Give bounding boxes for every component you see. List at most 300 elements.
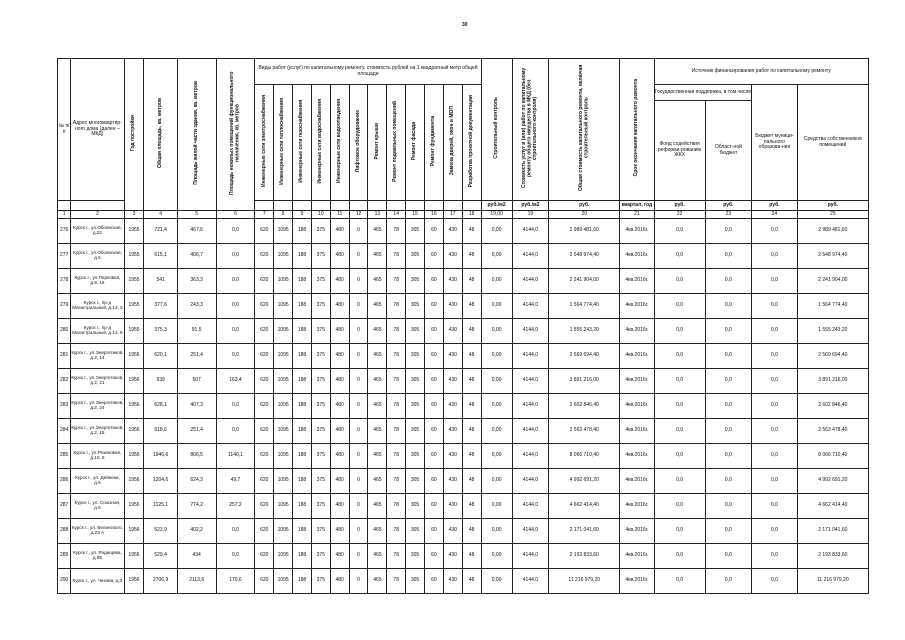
- row-cost-per-m2: 4144,0: [512, 294, 549, 319]
- row-work-cost: 0: [349, 369, 368, 394]
- row-work-cost: 375: [311, 294, 330, 319]
- row-nonliving-area: 1140,1: [216, 444, 255, 469]
- row-total-cost: 2 548 974,40: [549, 244, 620, 269]
- column-number: 12: [349, 211, 368, 219]
- row-fund-reform: 0,0: [654, 419, 705, 444]
- unit-blank-w2: [274, 201, 293, 211]
- row-work-cost: 0: [349, 569, 368, 594]
- header-work-9: Ремонт фасада: [411, 122, 418, 161]
- row-work-cost: 465: [368, 394, 387, 419]
- table-row: [58, 544, 869, 569]
- row-work-cost: 465: [368, 369, 387, 394]
- row-address: Курск г., пр-д Магистральный, д.13, 6: [71, 319, 124, 344]
- column-number: 8: [274, 211, 293, 219]
- header-work-7: Ремонт крыши: [373, 122, 380, 160]
- header-living-area-cell: [177, 59, 216, 211]
- row-work-cost: 430: [443, 344, 462, 369]
- column-number: 19,00: [481, 211, 512, 219]
- row-total-area: 2706,9: [144, 569, 177, 594]
- row-cost-per-m2: 4144,0: [512, 519, 549, 544]
- column-number: 17: [443, 211, 462, 219]
- row-work-cost: 430: [443, 544, 462, 569]
- row-municipal-budget: 0,0: [752, 344, 797, 369]
- header-work-11-cell: [443, 85, 462, 201]
- row-total-area: 375,3: [144, 319, 177, 344]
- row-number: 279: [58, 294, 71, 319]
- unit-blank-2: [71, 201, 124, 211]
- column-number: 3: [124, 211, 144, 219]
- row-construction-control: 0,00: [481, 244, 512, 269]
- row-regional-budget: 0,0: [705, 344, 752, 369]
- row-cost-per-m2: 4144,0: [512, 419, 549, 444]
- header-own-funds: Средства собственников помещений: [797, 85, 868, 201]
- row-work-cost: 78: [387, 319, 406, 344]
- column-number: 4: [144, 211, 177, 219]
- row-work-cost: 430: [443, 569, 462, 594]
- row-work-cost: 48: [462, 569, 481, 594]
- row-construction-control: 0,00: [481, 344, 512, 369]
- row-deadline: 4кв.2016г.: [620, 244, 654, 269]
- row-work-cost: 430: [443, 244, 462, 269]
- row-fund-reform: 0,0: [654, 394, 705, 419]
- unit-municipal-budget: руб.: [752, 201, 797, 211]
- row-work-cost: 430: [443, 219, 462, 244]
- row-own-funds: 2 563 478,40: [797, 419, 868, 444]
- row-year: 1956: [124, 569, 144, 594]
- row-work-cost: 78: [387, 269, 406, 294]
- row-total-cost: 2 171 041,60: [549, 519, 620, 544]
- row-work-cost: 48: [462, 244, 481, 269]
- header-work-11: Замена дверей, окон в МОП: [448, 106, 455, 176]
- row-number: 282: [58, 369, 71, 394]
- row-work-cost: 60: [424, 394, 443, 419]
- column-number: 10: [311, 211, 330, 219]
- row-address: Курск г., ул. Белинского, д.23 А: [71, 519, 124, 544]
- header-work-9-cell: [406, 85, 425, 201]
- row-work-cost: 620: [255, 344, 274, 369]
- row-work-cost: 60: [424, 469, 443, 494]
- row-work-cost: 305: [406, 444, 425, 469]
- header-fund-reform: Фонд содействия реформи-рованию ЖКХ: [654, 101, 705, 201]
- header-work-7-cell: [368, 85, 387, 201]
- row-nonliving-area: 0,0: [216, 544, 255, 569]
- row-own-funds: 2 193 833,60: [797, 544, 868, 569]
- row-work-cost: 48: [462, 394, 481, 419]
- row-municipal-budget: 0,0: [752, 294, 797, 319]
- row-work-cost: 430: [443, 394, 462, 419]
- row-total-area: 620,1: [144, 344, 177, 369]
- row-work-cost: 480: [330, 394, 349, 419]
- row-fund-reform: 0,0: [654, 494, 705, 519]
- column-number: 7: [255, 211, 274, 219]
- row-total-cost: 4 992 691,20: [549, 469, 620, 494]
- row-number: 277: [58, 244, 71, 269]
- table-row: [58, 244, 869, 269]
- row-work-cost: 480: [330, 469, 349, 494]
- row-work-cost: 48: [462, 294, 481, 319]
- row-number: 289: [58, 544, 71, 569]
- row-work-cost: 465: [368, 319, 387, 344]
- row-municipal-budget: 0,0: [752, 394, 797, 419]
- row-work-cost: 620: [255, 469, 274, 494]
- row-work-cost: 430: [443, 319, 462, 344]
- row-work-cost: 305: [406, 569, 425, 594]
- header-address: Адрес многоквартир-ного дома (далее – МКД): [71, 59, 124, 201]
- row-construction-control: 0,00: [481, 494, 512, 519]
- row-work-cost: 305: [406, 244, 425, 269]
- row-work-cost: 0: [349, 519, 368, 544]
- row-number: 281: [58, 344, 71, 369]
- row-year: 1955: [124, 319, 144, 344]
- row-work-cost: 48: [462, 219, 481, 244]
- row-work-cost: 620: [255, 369, 274, 394]
- row-work-cost: 430: [443, 519, 462, 544]
- row-construction-control: 0,00: [481, 394, 512, 419]
- row-deadline: 4кв.2016г.: [620, 369, 654, 394]
- row-total-cost: 2 569 694,40: [549, 344, 620, 369]
- row-total-cost: 3 891 216,00: [549, 369, 620, 394]
- row-work-cost: 188: [293, 469, 312, 494]
- row-address: Курск г., ул.Обоянская, д.22: [71, 219, 124, 244]
- row-cost-per-m2: 4144,0: [512, 244, 549, 269]
- row-living-area: 624,3: [177, 469, 216, 494]
- column-number: 13: [368, 211, 387, 219]
- row-construction-control: 0,00: [481, 319, 512, 344]
- column-number: 6: [216, 211, 255, 219]
- row-number: 285: [58, 444, 71, 469]
- column-number: 24: [752, 211, 797, 219]
- row-work-cost: 430: [443, 444, 462, 469]
- row-municipal-budget: 0,0: [752, 469, 797, 494]
- row-work-cost: 48: [462, 494, 481, 519]
- header-nonliving-area: Площадь нежилых помещений функционального назначения, кв. метров: [228, 71, 241, 195]
- row-address: Курск г., ул. Союзная, д.6: [71, 494, 124, 519]
- row-work-cost: 465: [368, 244, 387, 269]
- row-work-cost: 620: [255, 244, 274, 269]
- row-number: 276: [58, 219, 71, 244]
- unit-blank-w4: [311, 201, 330, 211]
- row-construction-control: 0,00: [481, 444, 512, 469]
- row-total-cost: 2 241 904,00: [549, 269, 620, 294]
- row-deadline: 4кв.2016г.: [620, 294, 654, 319]
- row-year: 1955: [124, 219, 144, 244]
- header-work-5-cell: [330, 85, 349, 201]
- row-work-cost: 375: [311, 519, 330, 544]
- row-work-cost: 465: [368, 344, 387, 369]
- row-work-cost: 1095: [274, 544, 293, 569]
- unit-blank-w12: [462, 201, 481, 211]
- row-cost-per-m2: 4144,0: [512, 394, 549, 419]
- unit-blank-w10: [424, 201, 443, 211]
- row-work-cost: 480: [330, 369, 349, 394]
- unit-blank-w1: [255, 201, 274, 211]
- header-work-2: Инженерные сети теплоснабжения: [279, 97, 286, 185]
- row-work-cost: 48: [462, 469, 481, 494]
- row-municipal-budget: 0,0: [752, 494, 797, 519]
- row-address: Курск г., пр-д Магистральный, д.13, 3: [71, 294, 124, 319]
- row-total-area: 529,4: [144, 544, 177, 569]
- row-year: 1955: [124, 269, 144, 294]
- row-work-cost: 78: [387, 344, 406, 369]
- row-total-area: 377,6: [144, 294, 177, 319]
- header-row-1: [58, 59, 869, 85]
- table-row: [58, 444, 869, 469]
- row-work-cost: 188: [293, 394, 312, 419]
- header-work-2-cell: [274, 85, 293, 201]
- row-municipal-budget: 0,0: [752, 544, 797, 569]
- row-nonliving-area: 0,0: [216, 244, 255, 269]
- row-deadline: 4кв.2016г.: [620, 219, 654, 244]
- row-deadline: 4кв.2016г.: [620, 519, 654, 544]
- row-work-cost: 188: [293, 344, 312, 369]
- row-work-cost: 1095: [274, 369, 293, 394]
- row-work-cost: 188: [293, 419, 312, 444]
- header-work-12-cell: [462, 85, 481, 201]
- row-living-area: 434: [177, 544, 216, 569]
- row-cost-per-m2: 4144,0: [512, 269, 549, 294]
- row-regional-budget: 0,0: [705, 494, 752, 519]
- row-work-cost: 78: [387, 219, 406, 244]
- row-work-cost: 480: [330, 544, 349, 569]
- unit-cost-per-m2: руб./м2: [512, 201, 549, 211]
- table-row: [58, 419, 869, 444]
- column-number: 15: [406, 211, 425, 219]
- table-body: [58, 211, 869, 594]
- column-number: 5: [177, 211, 216, 219]
- row-total-cost: 2 563 478,40: [549, 419, 620, 444]
- row-year: 1956: [124, 419, 144, 444]
- row-own-funds: 2 171 041,60: [797, 519, 868, 544]
- column-number: 19: [512, 211, 549, 219]
- row-work-cost: 60: [424, 269, 443, 294]
- row-construction-control: 0,00: [481, 544, 512, 569]
- row-address: Курск г., ул.Обоянская, д.5: [71, 244, 124, 269]
- row-living-area: 363,3: [177, 269, 216, 294]
- row-work-cost: 48: [462, 419, 481, 444]
- row-work-cost: 188: [293, 519, 312, 544]
- header-work-10: Ремонт фундамента: [430, 115, 437, 167]
- row-work-cost: 480: [330, 294, 349, 319]
- row-work-cost: 430: [443, 419, 462, 444]
- row-living-area: 251,4: [177, 344, 216, 369]
- row-own-funds: 11 216 979,20: [797, 569, 868, 594]
- row-work-cost: 78: [387, 469, 406, 494]
- row-fund-reform: 0,0: [654, 344, 705, 369]
- row-work-cost: 465: [368, 219, 387, 244]
- row-year: 1955: [124, 244, 144, 269]
- row-work-cost: 78: [387, 494, 406, 519]
- row-fund-reform: 0,0: [654, 519, 705, 544]
- row-work-cost: 465: [368, 519, 387, 544]
- unit-fund-reform: руб.: [654, 201, 705, 211]
- row-nonliving-area: 0,0: [216, 344, 255, 369]
- row-work-cost: 1095: [274, 394, 293, 419]
- row-work-cost: 465: [368, 269, 387, 294]
- row-work-cost: 78: [387, 544, 406, 569]
- row-work-cost: 60: [424, 219, 443, 244]
- row-living-area: 467,6: [177, 219, 216, 244]
- row-work-cost: 620: [255, 269, 274, 294]
- row-address: Курск г., ул.Энергетиков, д.2, 24: [71, 394, 124, 419]
- row-work-cost: 0: [349, 344, 368, 369]
- row-own-funds: 2 602 846,40: [797, 394, 868, 419]
- row-municipal-budget: 0,0: [752, 319, 797, 344]
- page-number: 30: [462, 22, 468, 28]
- unit-blank-w9: [406, 201, 425, 211]
- unit-blank-1: [58, 201, 71, 211]
- row-total-cost: 1 555 243,20: [549, 319, 620, 344]
- row-cost-per-m2: 4144,0: [512, 344, 549, 369]
- row-deadline: 4кв.2016г.: [620, 569, 654, 594]
- row-deadline: 4кв.2016г.: [620, 319, 654, 344]
- row-cost-per-m2: 4144,0: [512, 319, 549, 344]
- header-work-6: Лифтовое оборудование: [354, 109, 361, 173]
- row-work-cost: 1095: [274, 294, 293, 319]
- row-deadline: 4кв.2016г.: [620, 544, 654, 569]
- row-work-cost: 60: [424, 319, 443, 344]
- row-number: 284: [58, 419, 71, 444]
- column-number: 11: [330, 211, 349, 219]
- row-work-cost: 48: [462, 344, 481, 369]
- header-work-8-cell: [387, 85, 406, 201]
- row-work-cost: 48: [462, 369, 481, 394]
- row-work-cost: 480: [330, 219, 349, 244]
- row-regional-budget: 0,0: [705, 469, 752, 494]
- header-total-cost: Общая стоимость капитального ремонта, включая строительный контроль: [577, 64, 590, 192]
- row-fund-reform: 0,0: [654, 244, 705, 269]
- row-work-cost: 0: [349, 269, 368, 294]
- row-work-cost: 1095: [274, 569, 293, 594]
- row-total-area: 1125,1: [144, 494, 177, 519]
- row-work-cost: 305: [406, 369, 425, 394]
- row-work-cost: 430: [443, 469, 462, 494]
- row-work-cost: 465: [368, 494, 387, 519]
- row-living-area: 507: [177, 369, 216, 394]
- row-work-cost: 1095: [274, 419, 293, 444]
- row-work-cost: 0: [349, 294, 368, 319]
- row-deadline: 4кв.2016г.: [620, 444, 654, 469]
- unit-construction-control: руб./м2: [481, 201, 512, 211]
- row-work-cost: 1095: [274, 269, 293, 294]
- row-own-funds: 4 992 691,20: [797, 469, 868, 494]
- row-work-cost: 430: [443, 269, 462, 294]
- row-work-cost: 60: [424, 519, 443, 544]
- header-total-area: Общая площадь, кв. метров: [156, 98, 163, 169]
- row-work-cost: 620: [255, 444, 274, 469]
- row-municipal-budget: 0,0: [752, 419, 797, 444]
- row-work-cost: 60: [424, 369, 443, 394]
- row-work-cost: 375: [311, 544, 330, 569]
- row-work-cost: 375: [311, 269, 330, 294]
- row-total-cost: 2 602 846,40: [549, 394, 620, 419]
- row-work-cost: 60: [424, 569, 443, 594]
- row-work-cost: 78: [387, 244, 406, 269]
- row-construction-control: 0,00: [481, 219, 512, 244]
- row-total-area: 618,6: [144, 419, 177, 444]
- row-work-cost: 305: [406, 344, 425, 369]
- row-total-area: 628,1: [144, 394, 177, 419]
- row-work-cost: 620: [255, 569, 274, 594]
- row-work-cost: 188: [293, 544, 312, 569]
- row-fund-reform: 0,0: [654, 319, 705, 344]
- row-living-area: 774,2: [177, 494, 216, 519]
- row-construction-control: 0,00: [481, 519, 512, 544]
- header-construction-control: Строительный контроль: [492, 97, 499, 159]
- row-work-cost: 465: [368, 469, 387, 494]
- row-regional-budget: 0,0: [705, 569, 752, 594]
- row-nonliving-area: 0,0: [216, 419, 255, 444]
- table-row: [58, 319, 869, 344]
- row-year: 1956: [124, 394, 144, 419]
- row-work-cost: 620: [255, 219, 274, 244]
- row-living-area: 243,3: [177, 294, 216, 319]
- header-work-8: Ремонт подвальных помещений: [392, 100, 399, 182]
- unit-blank-w6: [349, 201, 368, 211]
- header-work-10-cell: [424, 85, 443, 201]
- row-year: 1956: [124, 369, 144, 394]
- row-work-cost: 480: [330, 444, 349, 469]
- header-works-group: Виды работ (услуг) по капитальному ремонту, стоимость рублей на 1 квадратный метр общей площади: [255, 59, 481, 85]
- row-work-cost: 60: [424, 444, 443, 469]
- row-work-cost: 188: [293, 444, 312, 469]
- header-regional-budget: Област-ной бюджет: [705, 101, 752, 201]
- header-living-area: Площадь жилой части здания, кв. метров: [192, 81, 199, 185]
- row-work-cost: 375: [311, 394, 330, 419]
- unit-deadline: квартал, год: [620, 201, 654, 211]
- header-cost-per-m2: Стоимость услуг и (или) работ по капитальному ремонту общего имущества в МКД (без строительного контроля): [521, 68, 539, 189]
- row-cost-per-m2: 4144,0: [512, 544, 549, 569]
- row-regional-budget: 0,0: [705, 269, 752, 294]
- row-own-funds: 1 555 243,20: [797, 319, 868, 344]
- row-year: 1956: [124, 494, 144, 519]
- capital-repair-table: [57, 58, 869, 594]
- header-deadline-cell: [620, 59, 654, 201]
- row-cost-per-m2: 4144,0: [512, 469, 549, 494]
- unit-blank-w5: [330, 201, 349, 211]
- row-work-cost: 305: [406, 469, 425, 494]
- row-work-cost: 305: [406, 394, 425, 419]
- row-address: Курск г., ул. Дейнеки, д.6: [71, 469, 124, 494]
- row-fund-reform: 0,0: [654, 469, 705, 494]
- header-work-3-cell: [293, 85, 312, 201]
- row-number: 280: [58, 319, 71, 344]
- row-work-cost: 0: [349, 469, 368, 494]
- row-total-area: 939: [144, 369, 177, 394]
- row-year: 1956: [124, 519, 144, 544]
- row-living-area: 251,4: [177, 419, 216, 444]
- row-fund-reform: 0,0: [654, 569, 705, 594]
- header-work-4: Инженерные сети водоснабжения: [317, 98, 324, 184]
- table-row: [58, 269, 869, 294]
- row-living-area: 402,2: [177, 519, 216, 544]
- row-address: Курск г., ул.Энергетиков, д.2, 15: [71, 419, 124, 444]
- row-deadline: 4кв.2016г.: [620, 494, 654, 519]
- row-total-area: 615,1: [144, 244, 177, 269]
- table-row: [58, 219, 869, 244]
- row-own-funds: 2 989 481,60: [797, 219, 868, 244]
- row-total-cost: 1 564 774,40: [549, 294, 620, 319]
- header-funding-group: Источник финансирования работ по капитальному ремонту: [654, 59, 868, 85]
- row-work-cost: 60: [424, 344, 443, 369]
- unit-blank-w7: [368, 201, 387, 211]
- table-row: [58, 294, 869, 319]
- row-year: 1956: [124, 469, 144, 494]
- table-row: [58, 394, 869, 419]
- column-number: 20: [549, 211, 620, 219]
- row-living-area: 406,7: [177, 244, 216, 269]
- unit-total-cost: руб.: [549, 201, 620, 211]
- row-total-area: 523,9: [144, 519, 177, 544]
